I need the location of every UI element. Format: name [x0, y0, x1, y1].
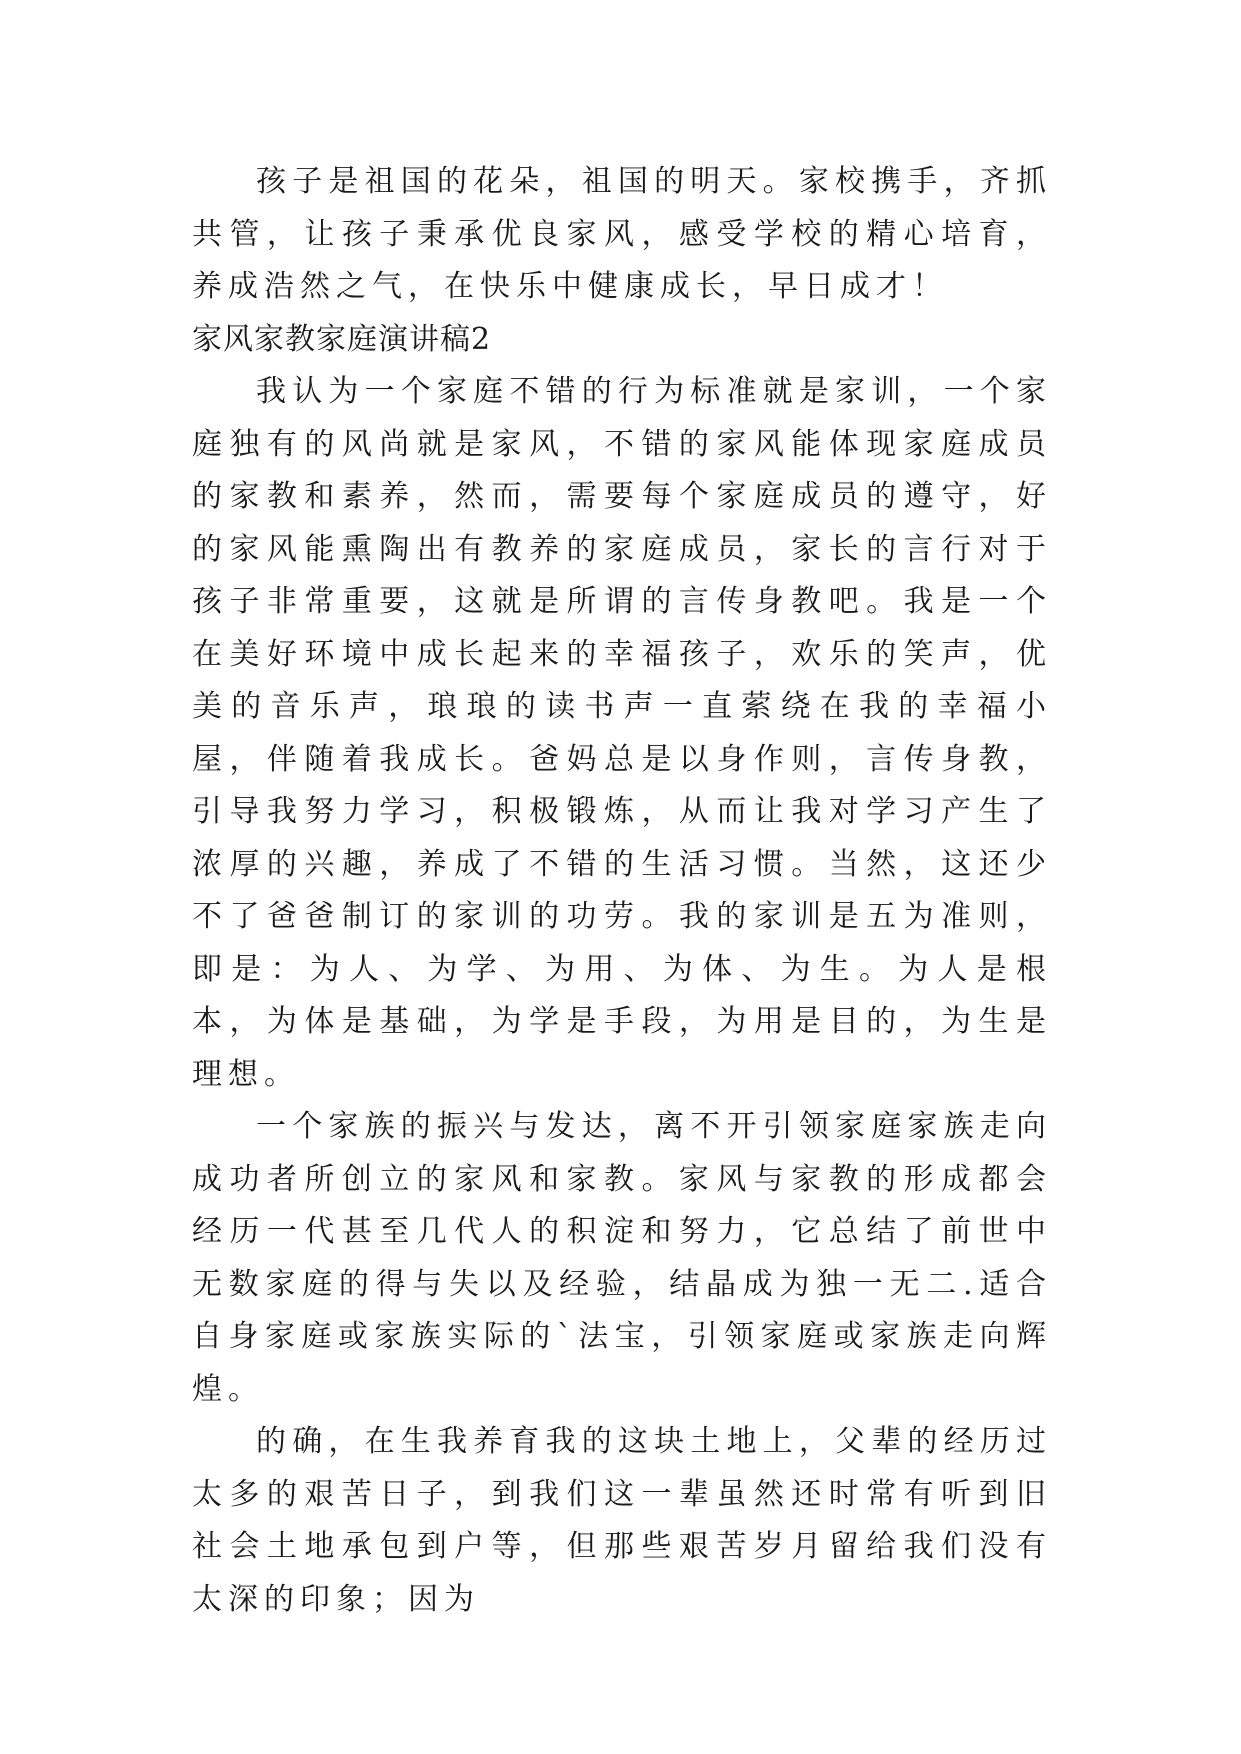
paragraph: 孩子是祖国的花朵，祖国的明天。家校携手，齐抓共管，让孩子秉承优良家风，感受学校的精心培育，养成浩然之气，在快乐中健康成长，早日成才！: [192, 164, 1052, 304]
paragraph: 一个家族的振兴与发达，离不开引领家庭家族走向成功者所创立的家风和家教。家风与家教的形成都会经历一代甚至几代人的积淀和努力，它总结了前世中无数家庭的得与失以及经验，结晶成为独一无二.适合自身家庭或家族实际的`法宝，引领家庭或家族走向辉煌。: [192, 1109, 1052, 1407]
paragraph: 我认为一个家庭不错的行为标准就是家训，一个家庭独有的风尚就是家风，不错的家风能体现家庭成员的家教和素养，然而，需要每个家庭成员的遵守，好的家风能熏陶出有教养的家庭成员，家长的言行对于孩子非常重要，这就是所谓的言传身教吧。我是一个在美好环境中成长起来的幸福孩子，欢乐的笑声，优美的音乐声，琅琅的读书声一直萦绕在我的幸福小屋，伴随着我成长。爸妈总是以身作则，言传身教，引导我努力学习，积极锻炼，从而让我对学习产生了浓厚的兴趣，养成了不错的生活习惯。当然，这还少不了爸爸制订的家训的功劳。我的家训是五为准则，即是：为人、为学、为用、为体、为生。为人是根本，为体是基础，为学是手段，为用是目的，为生是理想。: [192, 374, 1052, 1092]
section-heading: 家风家教家庭演讲稿2: [192, 321, 492, 357]
paragraph: 的确，在生我养育我的这块土地上，父辈的经历过太多的艰苦日子，到我们这一辈虽然还时常有听到旧社会土地承包到户等，但那些艰苦岁月留给我们没有太深的印象；因为: [192, 1424, 1052, 1617]
document-body: [192, 156, 1052, 1626]
